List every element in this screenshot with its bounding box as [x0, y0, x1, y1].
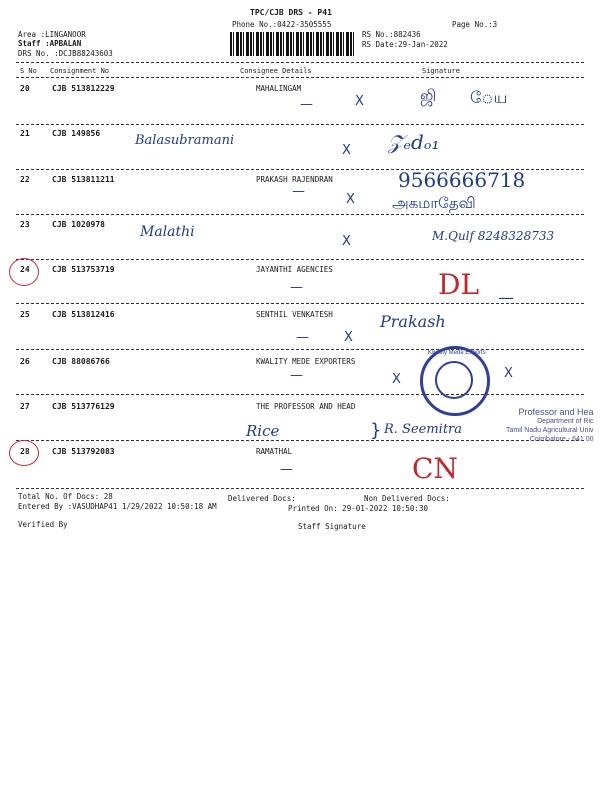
- table-row: [0, 310, 600, 332]
- row-divider: [16, 214, 584, 215]
- row-consignment: CJB 513811211: [52, 175, 115, 184]
- row-divider: [16, 349, 584, 350]
- handwritten-signature: R. Seemitra: [384, 422, 463, 437]
- table-divider-end: [16, 488, 584, 489]
- cross-mark: X: [344, 330, 353, 345]
- printed-on: Printed On: 29-01-2022 10:50:30: [288, 504, 428, 513]
- row-consignment: CJB 513776129: [52, 402, 115, 411]
- non-delivered-docs: Non Delivered Docs:: [364, 494, 450, 503]
- handwritten-signature-phone: M.Qulf 8248328733: [432, 229, 555, 243]
- red-circle-mark: [9, 258, 39, 286]
- drs-number: DRS No. :DCJB88243603: [18, 49, 113, 58]
- cross-mark: X: [392, 372, 401, 387]
- check-mark: —: [280, 462, 293, 477]
- row-consignment: CJB 149856: [52, 129, 101, 138]
- header-divider-top: [16, 62, 584, 63]
- rs-date: RS Date:29-Jan-2022: [362, 40, 448, 49]
- sheet-title: TPC/CJB DRS - P41: [250, 8, 332, 17]
- row-consignment: CJB 1020978: [52, 220, 105, 229]
- handwritten-name: Balasubramani: [135, 133, 235, 148]
- red-circle-mark: [9, 440, 39, 466]
- staff-signature-label: Staff Signature: [298, 522, 366, 531]
- row-sno: 23: [20, 220, 30, 229]
- cross-mark: X: [504, 366, 513, 381]
- row-consignee: PRAKASH RAJENDRAN: [256, 175, 333, 184]
- verified-by: Verified By: [18, 520, 68, 529]
- handwritten-word: Rice: [246, 422, 280, 440]
- row-sno: 21: [20, 129, 30, 138]
- handwritten-signature: Prakash: [380, 312, 446, 331]
- cross-mark: X: [355, 94, 364, 109]
- row-consignment: CJB 513792083: [52, 447, 115, 456]
- row-consignee: RAMATHAL: [256, 447, 293, 456]
- check-mark: —: [296, 330, 309, 345]
- total-docs: Total No. Of Docs: 28: [18, 492, 113, 501]
- barcode: [230, 32, 356, 56]
- col-header-consignee: Consignee Details: [240, 67, 312, 75]
- prof-stamp-line: Professor and Hea: [518, 407, 594, 417]
- handwritten-name: Malathi: [140, 224, 195, 240]
- cross-mark: X: [346, 192, 355, 207]
- handwritten-phone: 9566666718: [398, 168, 526, 192]
- prof-stamp-line: Tamil Nadu Agricultural Univ: [506, 427, 594, 434]
- row-divider: [16, 440, 584, 441]
- check-mark: —: [300, 97, 313, 112]
- row-consignment: CJB 513753719: [52, 265, 115, 274]
- signature-scribble: ேய: [470, 88, 508, 107]
- cross-mark: X: [342, 143, 351, 158]
- professor-stamp: [506, 408, 594, 444]
- row-consignee: JAYANTHI AGENCIES: [256, 265, 333, 274]
- row-divider: [16, 394, 584, 395]
- signature-scribble: 𝒵ₑdₒ₁: [388, 130, 440, 154]
- table-row: [0, 129, 600, 151]
- row-sno: 22: [20, 175, 30, 184]
- row-divider: [16, 124, 584, 125]
- row-sno: 24: [20, 265, 30, 274]
- company-stamp: [420, 346, 490, 416]
- prof-stamp-line: Department of Ric: [537, 418, 594, 425]
- signature-scribble: ஜி: [420, 86, 437, 105]
- header-divider-bottom: [16, 77, 584, 78]
- stamp-inner-ring: [435, 361, 473, 399]
- phone-number: Phone No.:0422-3505555: [232, 20, 332, 29]
- row-sno: 20: [20, 84, 30, 93]
- row-sno: 26: [20, 357, 30, 366]
- check-mark: —: [290, 368, 303, 383]
- page-number: Page No.:3: [452, 20, 498, 29]
- handwritten-tamil-name: அகமாதேவி: [392, 194, 476, 212]
- area-label: Area :LINGANOOR: [18, 30, 86, 39]
- prof-stamp-line: Coimbatore - 641 00: [529, 436, 594, 443]
- row-consignment: CJB 88086766: [52, 357, 110, 366]
- row-sno: 25: [20, 310, 30, 319]
- row-consignee: MAHALINGAM: [256, 84, 302, 93]
- underline-stroke: —: [498, 288, 514, 307]
- row-consignee: THE PROFESSOR AND HEAD: [256, 402, 356, 411]
- handwritten-status-mark: CN: [412, 452, 458, 485]
- table-row: [0, 447, 600, 469]
- col-header-sno: S No: [20, 67, 37, 75]
- handwritten-status-mark: DL: [438, 268, 480, 301]
- brace-mark: }: [370, 420, 382, 441]
- staff-label: Staff :APBALAN: [18, 39, 82, 48]
- rs-number: RS No.:882436: [362, 30, 421, 39]
- col-header-consignment: Consignment No: [50, 67, 110, 75]
- row-consignee: KWALITY MEDE EXPORTERS: [256, 357, 356, 366]
- row-consignment: CJB 513812229: [52, 84, 115, 93]
- check-mark: —: [290, 280, 303, 295]
- entered-by: Entered By :VASUDHAP41 1/29/2022 10:50:18 AM: [18, 502, 217, 511]
- cross-mark: X: [342, 234, 351, 249]
- delivered-docs: Delivered Docs:: [228, 494, 296, 503]
- row-sno: 27: [20, 402, 30, 411]
- row-consignee: SENTHIL VENKATESH: [256, 310, 333, 319]
- row-divider: [16, 259, 584, 260]
- col-header-signature: Signature: [422, 67, 460, 75]
- stamp-text: Kwality Mede Exports: [428, 350, 486, 356]
- row-consignment: CJB 513812416: [52, 310, 115, 319]
- check-mark: —: [292, 184, 305, 199]
- row-sno: 28: [20, 447, 30, 456]
